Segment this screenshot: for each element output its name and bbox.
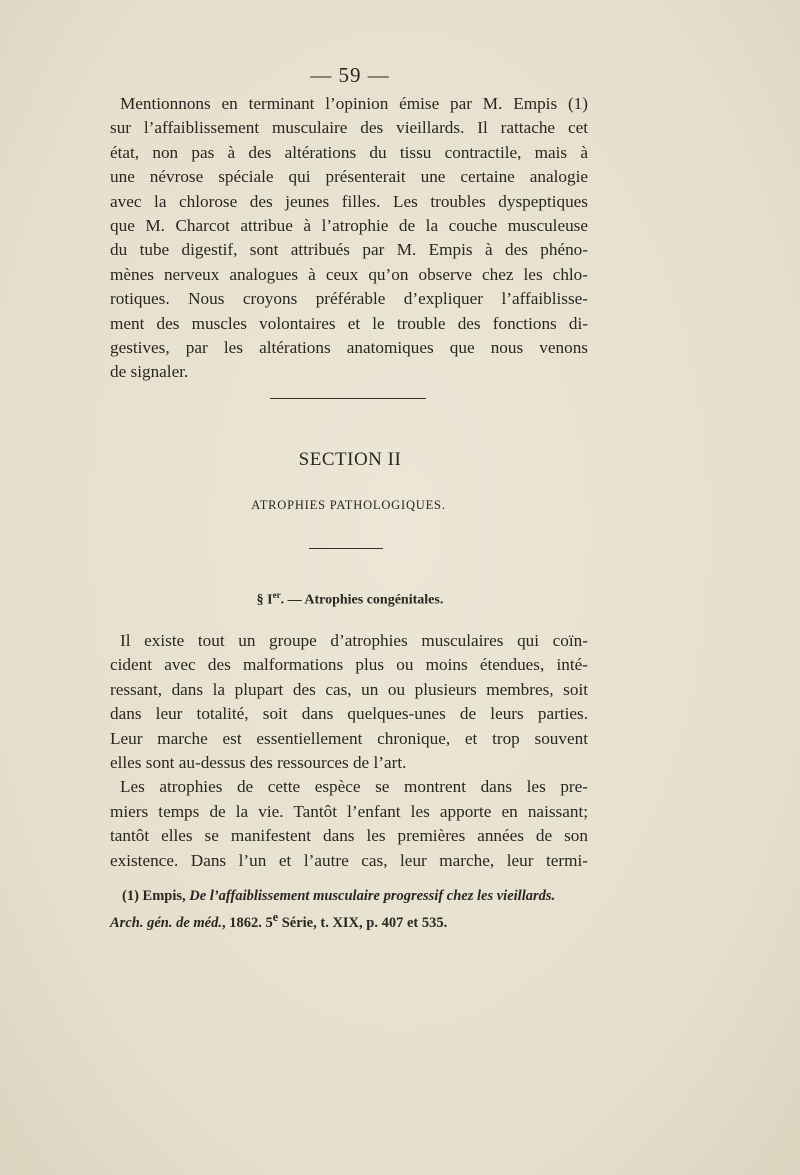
text-line: ment des muscles volontaires et le trouble des fonctions di- <box>110 313 588 333</box>
subsection-superscript: er <box>272 590 281 600</box>
subsection-heading <box>0 590 700 609</box>
footnote-title: De l’affaiblissement musculaire progressif chez les vieillards. <box>189 888 556 904</box>
text-line: dans leur totalité, soit dans quelques-unes de leurs parties. <box>110 704 588 724</box>
text-line: de signaler. <box>110 362 189 382</box>
subsection-title: . — Atrophies congénitales. <box>280 592 444 608</box>
footnote-line <box>110 886 588 907</box>
text-line: rotiques. Nous croyons préférable d’expliquer l’affaiblisse- <box>110 289 588 309</box>
footnote-journal: Arch. gén. de méd. <box>110 914 222 931</box>
paragraph-1 <box>110 92 588 385</box>
footnote-superscript: e <box>272 910 279 924</box>
section-subtitle: ATROPHIES PATHOLOGIQUES. <box>251 498 446 512</box>
text-line: Mentionnons en terminant l’opinion émise par M. Empis (1) <box>120 94 588 113</box>
text-line: sur l’affaiblissement musculaire des vieillards. Il rattache cet <box>110 118 588 138</box>
text-line: une névrose spéciale qui présenterait une certaine analogie <box>110 167 588 187</box>
page-number: — 59 — <box>310 63 390 87</box>
section-title: SECTION II <box>298 449 402 470</box>
text-line: tantôt elles se manifestent dans les premières années de son <box>110 826 588 846</box>
divider-rule-short <box>309 548 383 549</box>
text-line: que M. Charcot attribue à l’atrophie de la couche musculeuse <box>110 215 588 235</box>
footnote-author: Empis, <box>142 888 186 904</box>
text-line: Les atrophies de cette espèce se montrent dans les pre- <box>120 777 588 797</box>
text-line: miers temps de la vie. Tantôt l’enfant les apporte en naissant; <box>110 801 588 821</box>
text-line: existence. Dans l’un et l’autre cas, leur marche, leur termi- <box>110 850 588 870</box>
text-line: elles sont au-dessus des ressources de l’art. <box>110 752 407 772</box>
text-line: Leur marche est essentiellement chronique, et trop souvent <box>110 728 588 748</box>
paragraph-2 <box>110 629 588 873</box>
footnote-line <box>110 907 588 934</box>
text-line: mènes nerveux analogues à ceux qu’on observe chez les chlo- <box>110 264 588 284</box>
text-line: Il existe tout un groupe d’atrophies musculaires qui coïn- <box>120 631 588 650</box>
footnote-marker: (1) <box>122 888 139 904</box>
text-line: cident avec des malformations plus ou moins étendues, inté- <box>110 655 588 675</box>
text-line: gestives, par les altérations anatomiques que nous venons <box>110 337 588 357</box>
footnote <box>110 886 588 934</box>
divider-rule <box>270 398 426 399</box>
footnote-details-2: Série, t. XIX, p. 407 et 535. <box>278 914 448 931</box>
footnote-details: , 1862. 5 <box>221 914 273 931</box>
text-line: du tube digestif, sont attribués par M. Empis à des phéno- <box>110 240 588 260</box>
subsection-prefix: § I <box>256 592 273 608</box>
text-line: avec la chlorose des jeunes filles. Les troubles dyspeptiques <box>110 191 588 211</box>
text-line: ressant, dans la plupart des cas, un ou plusieurs membres, soit <box>110 679 588 699</box>
text-line: état, non pas à des altérations du tissu contractile, mais à <box>110 142 588 162</box>
